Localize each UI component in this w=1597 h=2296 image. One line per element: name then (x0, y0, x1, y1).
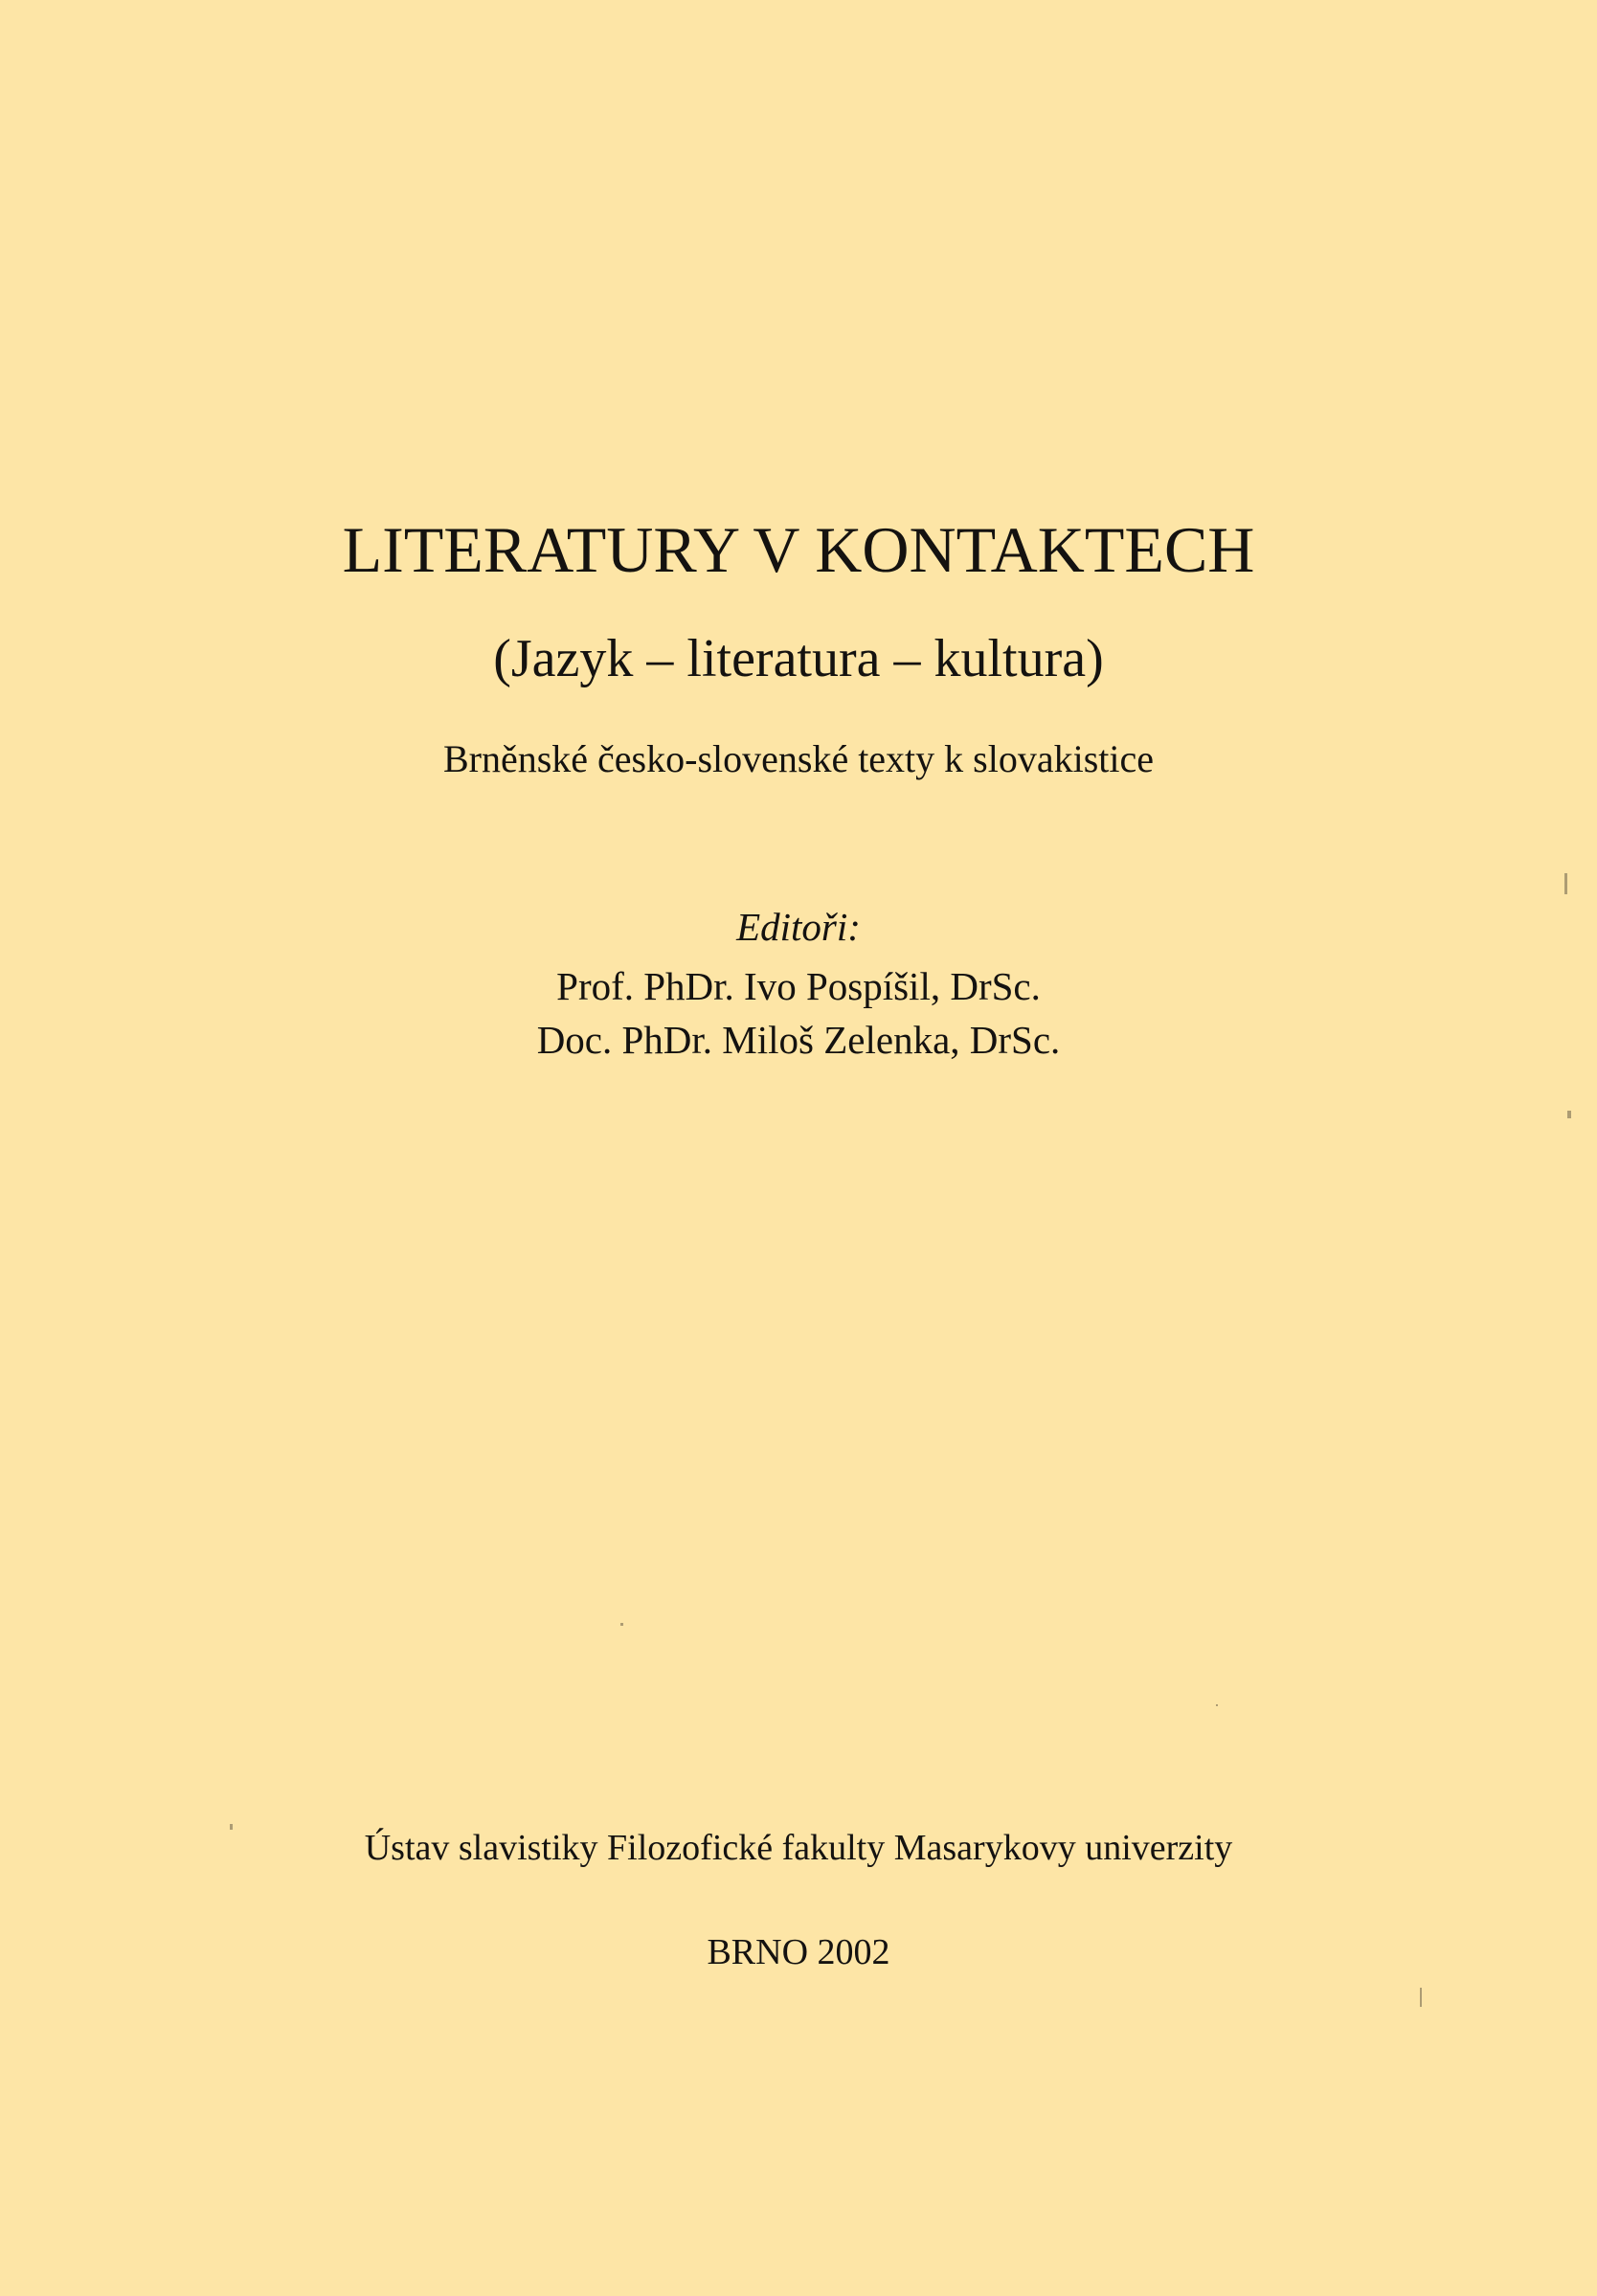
publication-place-year: BRNO 2002 (707, 1932, 890, 1972)
paper-speck (1567, 1111, 1571, 1118)
paper-speck (1216, 1704, 1218, 1706)
series-title: Brněnské česko-slovenské texty k slovakistice (442, 737, 1155, 780)
book-subtitle: (Jazyk – literatura – kultura) (493, 629, 1104, 688)
editors-label: Editoři: (736, 905, 861, 949)
book-title: LITERATURY V KONTAKTECH (342, 513, 1255, 586)
paper-speck (230, 1824, 233, 1830)
editor-name: Prof. PhDr. Ivo Pospíšil, DrSc. (556, 964, 1041, 1008)
paper-speck (620, 1623, 623, 1626)
publisher-institution: Ústav slavistiky Filozofické fakulty Masarykovy univerzity (364, 1828, 1233, 1868)
paper-speck (1564, 873, 1567, 894)
paper-speck (1420, 1988, 1422, 2007)
editor-name: Doc. PhDr. Miloš Zelenka, DrSc. (536, 1018, 1061, 1062)
